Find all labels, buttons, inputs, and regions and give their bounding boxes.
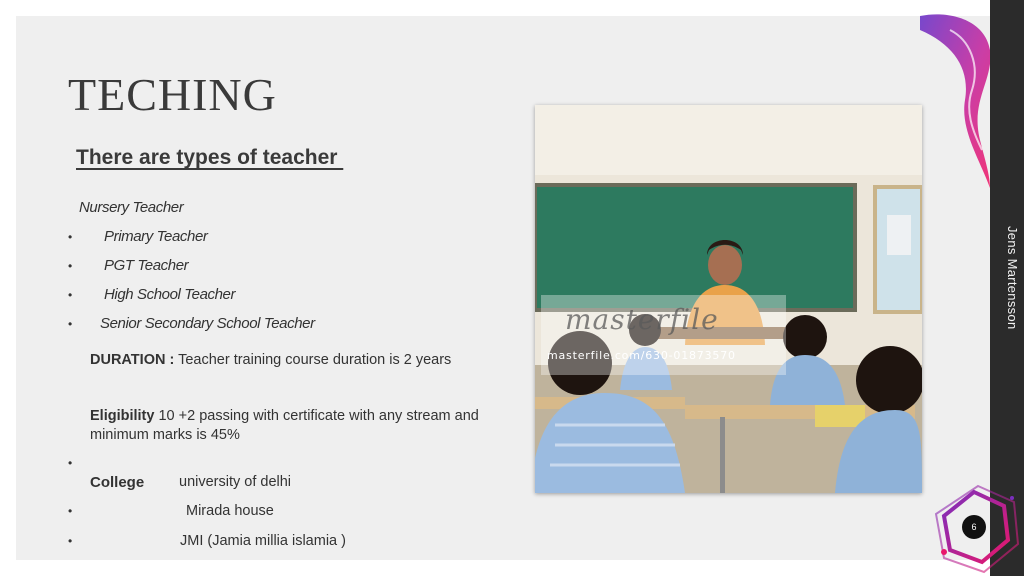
bullet-icon: • [68, 288, 73, 302]
list-item: Primary Teacher [104, 228, 208, 245]
page-number: 6 [962, 515, 986, 539]
watermark-url: masterfile.com/630-01873570 [547, 349, 736, 362]
college-item: Mirada house [186, 503, 274, 519]
college-label: College [90, 474, 145, 491]
eligibility-label: Eligibility [90, 408, 155, 424]
list-item: High School Teacher [104, 286, 236, 303]
slide-subtitle: There are types of teacher [76, 146, 344, 169]
bullet-icon: • [68, 259, 73, 273]
slide-title: TECHING [68, 69, 277, 120]
list-item: Nursery Teacher [79, 199, 184, 216]
watermark-logo: masterfile [565, 303, 719, 336]
eligibility-text: 10 +2 passing with certificate with any stream and minimum marks is 45% [90, 408, 479, 443]
duration-text: Teacher training course duration is 2 years [174, 352, 452, 368]
list-item: Senior Secondary School Teacher [100, 315, 315, 332]
bullet-icon: • [68, 534, 73, 548]
duration-paragraph [90, 351, 490, 370]
duration-label: DURATION : [90, 352, 175, 368]
bullet-icon: • [68, 317, 73, 331]
bullet-icon: • [68, 456, 73, 470]
college-item: university of delhi [179, 474, 292, 490]
author-name: Jens Martensson [1005, 226, 1020, 330]
classroom-photo [535, 105, 922, 493]
list-item: PGT Teacher [104, 257, 189, 274]
classroom-illustration [535, 105, 922, 493]
bullet-icon: • [68, 230, 73, 244]
bullet-icon: • [68, 504, 73, 518]
college-item: JMI (Jamia millia islamia ) [180, 533, 346, 549]
decorative-swirl-top [910, 10, 995, 190]
eligibility-paragraph [90, 407, 500, 445]
